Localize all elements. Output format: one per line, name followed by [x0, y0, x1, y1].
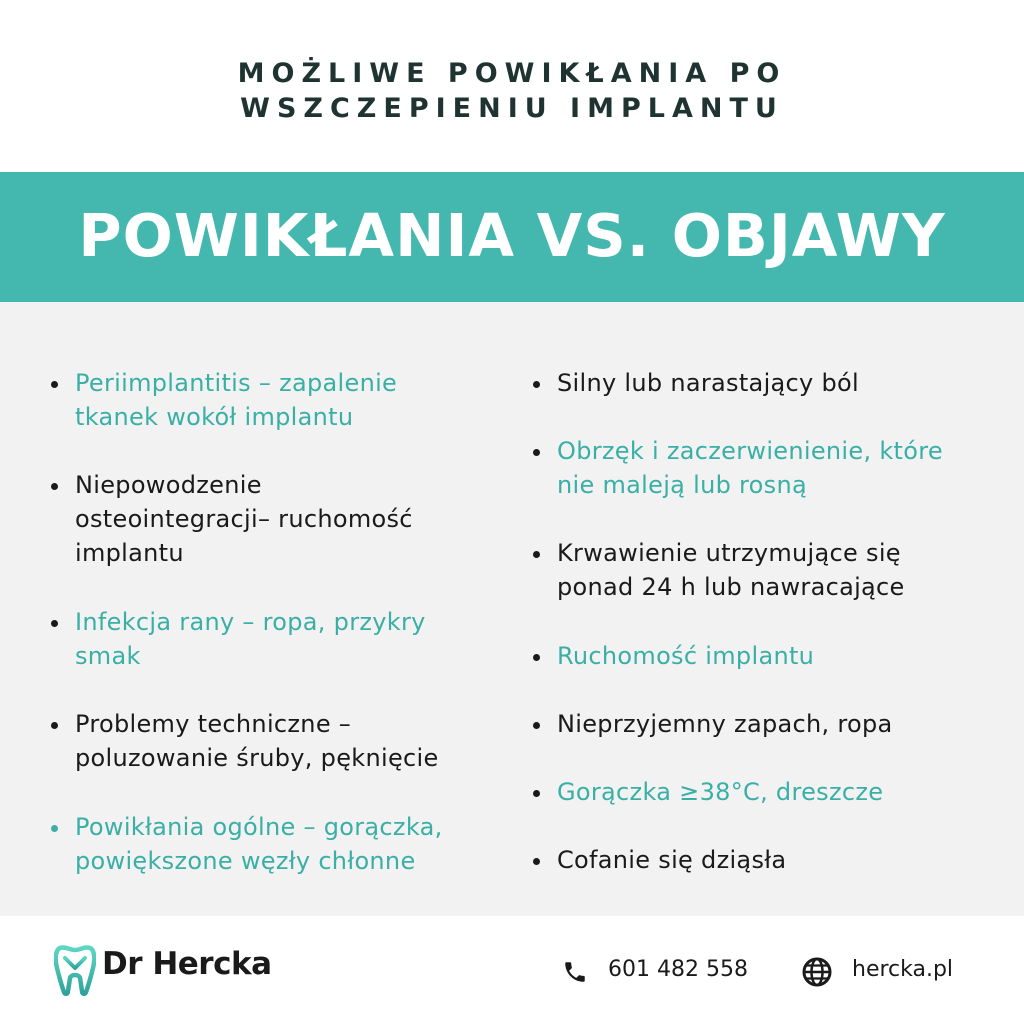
bullet: [51, 381, 58, 388]
bullet: [533, 551, 540, 558]
bullet: [51, 620, 58, 627]
list-item-symptom-3: [557, 536, 997, 604]
list-item-text: Nieprzyjemny zapach, ropa: [557, 710, 893, 738]
list-item-text: Silny lub narastający ból: [557, 369, 859, 397]
list-item-text: smak: [75, 642, 141, 670]
list-item-symptom-6: [557, 775, 997, 809]
list-item-text: Infekcja rany – ropa, przykry: [75, 608, 426, 636]
list-item-text: Powikłania ogólne – gorączka,: [75, 813, 443, 841]
list-item-text: Periimplantitis – zapalenie: [75, 369, 398, 397]
list-item-complication-5: [75, 810, 515, 878]
bullet: [533, 790, 540, 797]
list-item-complication-3: [75, 605, 515, 673]
subtitle-line-2: WSZCZEPIENIU IMPLANTU: [240, 93, 784, 124]
phone-icon: [562, 958, 588, 986]
bullet: [51, 483, 58, 490]
page-title: POWIKŁANIA VS. OBJAWY: [78, 201, 946, 270]
list-item-text: Niepowodzenie: [75, 471, 262, 499]
header-area: [0, 0, 1024, 172]
list-item-symptom-1: [557, 366, 997, 400]
list-item-text: powiększone węzły chłonne: [75, 847, 416, 875]
bullet: [51, 825, 58, 832]
list-item-text: Gorączka ≥38°C, dreszcze: [557, 778, 884, 806]
subtitle-line-1: MOŻLIWE POWIKŁANIA PO: [237, 58, 787, 89]
list-item-text: ponad 24 h lub nawracające: [557, 573, 905, 601]
bullet: [533, 858, 540, 865]
list-item-text: tkanek wokół implantu: [75, 403, 354, 431]
list-item-text: Obrzęk i zaczerwienienie, które: [557, 437, 943, 465]
list-item-text: nie maleją lub rosną: [557, 471, 807, 499]
list-item-complication-2: [75, 468, 515, 570]
bullet: [533, 381, 540, 388]
subtitle: [0, 56, 1024, 126]
list-item-text: osteointegracji– ruchomość: [75, 505, 413, 533]
list-item-complication-1: [75, 366, 515, 434]
list-item-symptom-2: [557, 434, 997, 502]
list-item-text: Cofanie się dziąsła: [557, 846, 787, 874]
list-item-symptom-5: [557, 707, 997, 741]
list-item-text: Ruchomość implantu: [557, 642, 815, 670]
website-link[interactable]: hercka.pl: [852, 957, 954, 982]
bullet: [533, 449, 540, 456]
list-item-text: implantu: [75, 539, 184, 567]
phone-number[interactable]: 601 482 558: [608, 957, 748, 982]
list-item-symptom-4: [557, 639, 997, 673]
brand-name: Dr Hercka: [102, 946, 272, 982]
bullet: [533, 722, 540, 729]
tooth-icon: [54, 944, 96, 996]
list-item-complication-4: [75, 707, 515, 775]
list-item-symptom-7: [557, 843, 997, 877]
list-item-text: poluzowanie śruby, pęknięcie: [75, 744, 439, 772]
list-item-text: Krwawienie utrzymujące się: [557, 539, 901, 567]
bullet: [51, 722, 58, 729]
bullet: [533, 654, 540, 661]
globe-icon: [801, 956, 833, 988]
list-item-text: Problemy techniczne –: [75, 710, 352, 738]
